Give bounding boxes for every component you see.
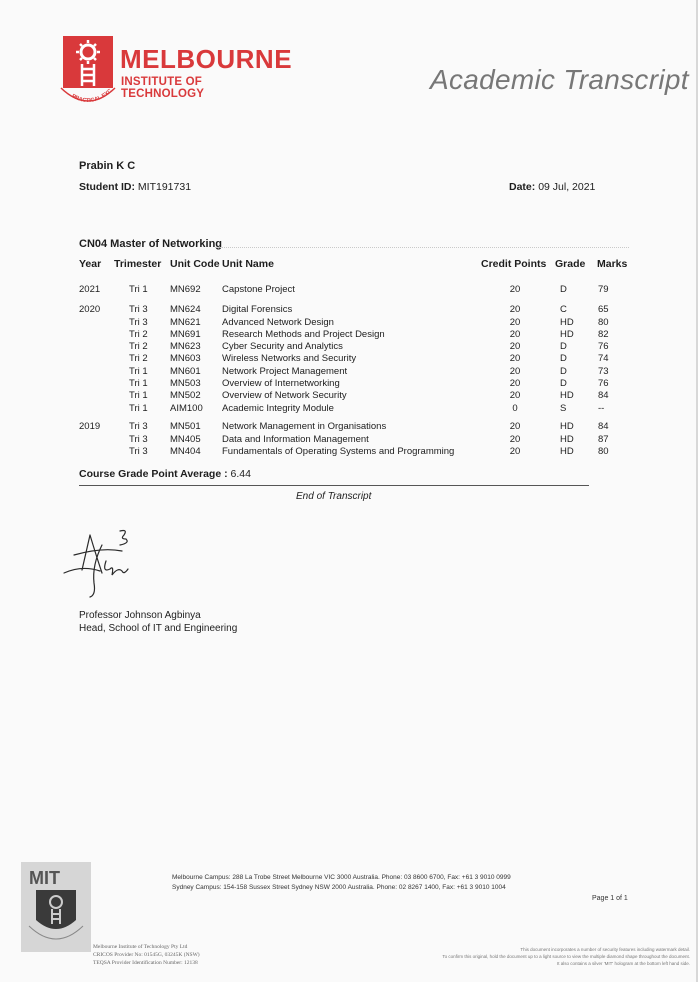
row-trimester: Tri 2: [129, 341, 148, 352]
company-line: Melbourne Institute of Technology Pty Ltd: [93, 944, 188, 950]
row-marks: 65: [598, 304, 609, 315]
campus-line: Sydney Campus: 154-158 Sussex Street Sydney NSW 2000 Australia. Phone: 02 8267 1400, Fax: +61 3 9010 1004: [172, 884, 506, 891]
row-unit-name: Research Methods and Project Design: [222, 329, 385, 340]
header-year: Year: [79, 258, 102, 270]
issue-date: [509, 181, 595, 193]
logo-name: MELBOURNE: [120, 44, 293, 74]
row-unit-name: Network Management in Organisations: [222, 421, 387, 432]
row-marks: 87: [598, 434, 609, 445]
table-row: [0, 284, 698, 296]
row-unit-name: Academic Integrity Module: [222, 403, 334, 414]
row-unit-name: Capstone Project: [222, 284, 295, 295]
table-row: [0, 390, 698, 402]
header-grade: Grade: [555, 258, 586, 270]
end-of-transcript: End of Transcript: [296, 491, 372, 502]
row-grade: HD: [560, 317, 574, 328]
row-trimester: Tri 3: [129, 434, 148, 445]
row-year: 2019: [79, 421, 101, 432]
row-marks: 80: [598, 317, 609, 328]
row-unit-code: MN601: [170, 366, 201, 377]
row-marks: 79: [598, 284, 609, 295]
row-grade: HD: [560, 446, 574, 457]
row-grade: D: [560, 366, 567, 377]
row-unit-code: MN503: [170, 378, 201, 389]
course-divider: [215, 247, 629, 248]
row-trimester: Tri 3: [129, 446, 148, 457]
table-row: [0, 304, 698, 316]
row-credit-points: 20: [509, 378, 521, 389]
row-marks: 84: [598, 390, 609, 401]
row-unit-name: Overview of Network Security: [222, 390, 347, 401]
table-row: [0, 329, 698, 341]
logo-subtitle: INSTITUTE OF TECHNOLOGY: [121, 76, 205, 100]
row-trimester: Tri 1: [129, 284, 148, 295]
row-grade: HD: [560, 421, 574, 432]
table-row: [0, 317, 698, 329]
row-credit-points: 20: [509, 353, 521, 364]
logo-motto: PRACTICAL EXC: [70, 88, 114, 105]
company-line: CRICOS Provider No: 01545G, 03245K (NSW): [93, 952, 200, 958]
row-marks: 82: [598, 329, 609, 340]
row-unit-name: Overview of Internetworking: [222, 378, 340, 389]
row-year: 2021: [79, 284, 101, 295]
row-unit-code: MN691: [170, 329, 201, 340]
row-grade: S: [560, 403, 567, 414]
row-marks: 76: [598, 378, 609, 389]
row-year: 2020: [79, 304, 101, 315]
row-credit-points: 0: [512, 403, 518, 414]
row-unit-name: Digital Forensics: [222, 304, 293, 315]
row-unit-code: MN621: [170, 317, 201, 328]
signatory-role: Head, School of IT and Engineering: [79, 623, 238, 634]
row-credit-points: 20: [509, 284, 521, 295]
row-trimester: Tri 1: [129, 390, 148, 401]
campus-addresses: [172, 873, 511, 893]
row-unit-code: MN501: [170, 421, 201, 432]
row-unit-code: MN623: [170, 341, 201, 352]
row-marks: 73: [598, 366, 609, 377]
row-trimester: Tri 3: [129, 421, 148, 432]
row-marks: 80: [598, 446, 609, 457]
row-unit-code: MN603: [170, 353, 201, 364]
table-row: [0, 353, 698, 365]
row-credit-points: 20: [509, 341, 521, 352]
gpa-value: 6.44: [230, 468, 251, 480]
security-line: To confirm this original, hold the document up to a light source to view the multiple diamond shape throughout the document.: [442, 954, 690, 959]
row-credit-points: 20: [509, 390, 521, 401]
table-row: [0, 378, 698, 390]
mit-hologram-seal: [21, 862, 91, 952]
row-grade: HD: [560, 434, 574, 445]
security-notice: [442, 946, 690, 967]
document-title: Academic Transcript: [430, 64, 689, 95]
table-row: [0, 403, 698, 415]
company-details: [93, 943, 200, 967]
row-marks: 76: [598, 341, 609, 352]
student-name: Prabin K C: [79, 160, 136, 172]
row-credit-points: 20: [509, 421, 521, 432]
student-id: [79, 181, 191, 193]
header-marks: Marks: [597, 258, 628, 270]
table-row: [0, 446, 698, 458]
table-row: [0, 421, 698, 433]
row-marks: 74: [598, 353, 609, 364]
student-id-label: Student ID:: [79, 181, 135, 193]
row-credit-points: 20: [509, 317, 521, 328]
campus-line: Melbourne Campus: 288 La Trobe Street Melbourne VIC 3000 Australia. Phone: 03 8600 6700, Fax: +61 3 9010 0999: [172, 874, 511, 881]
row-trimester: Tri 2: [129, 353, 148, 364]
row-unit-name: Data and Information Management: [222, 434, 369, 445]
row-trimester: Tri 1: [129, 403, 148, 414]
row-credit-points: 20: [509, 366, 521, 377]
row-unit-name: Wireless Networks and Security: [222, 353, 357, 364]
row-grade: D: [560, 353, 567, 364]
table-row: [0, 341, 698, 353]
row-marks: --: [598, 403, 605, 414]
row-unit-code: MN404: [170, 446, 201, 457]
row-trimester: Tri 2: [129, 329, 148, 340]
table-row: [0, 434, 698, 446]
row-unit-code: MN502: [170, 390, 201, 401]
institute-logo: [57, 34, 293, 114]
company-line: TEQSA Provider Identification Number: 12138: [93, 960, 198, 966]
row-grade: D: [560, 341, 567, 352]
row-credit-points: 20: [509, 304, 521, 315]
row-grade: D: [560, 284, 567, 295]
course-title: CN04 Master of Networking: [79, 238, 223, 250]
row-credit-points: 20: [509, 434, 521, 445]
row-unit-name: Network Project Management: [222, 366, 348, 377]
row-unit-code: MN692: [170, 284, 201, 295]
row-unit-name: Advanced Network Design: [222, 317, 334, 328]
row-unit-code: MN624: [170, 304, 201, 315]
student-id-value: MIT191731: [137, 181, 192, 193]
header-credit-points: Credit Points: [481, 258, 547, 270]
header-unit-name: Unit Name: [222, 258, 274, 270]
gpa-label: Course Grade Point Average :: [79, 468, 228, 480]
date-value: 09 Jul, 2021: [538, 181, 596, 193]
signature-image: [62, 525, 152, 605]
page-number: Page 1 of 1: [592, 895, 628, 902]
row-credit-points: 20: [509, 446, 521, 457]
seal-text: MIT: [29, 868, 60, 888]
row-unit-code: AIM100: [170, 403, 203, 414]
row-trimester: Tri 1: [129, 378, 148, 389]
row-trimester: Tri 3: [129, 317, 148, 328]
end-divider: [79, 485, 589, 486]
header-unit-code: Unit Code: [170, 258, 220, 270]
row-unit-name: Cyber Security and Analytics: [222, 341, 343, 352]
signatory-name: Professor Johnson Agbinya: [79, 610, 201, 621]
logo-crest-icon: [57, 34, 119, 114]
row-unit-name: Fundamentals of Operating Systems and Programming: [222, 446, 455, 457]
row-grade: C: [560, 304, 567, 315]
row-grade: HD: [560, 390, 574, 401]
header-trimester: Trimester: [114, 258, 162, 270]
row-marks: 84: [598, 421, 609, 432]
row-trimester: Tri 3: [129, 304, 148, 315]
row-trimester: Tri 1: [129, 366, 148, 377]
security-line: It also contains a silver 'MIT' hologram at the bottom left hand side.: [556, 961, 690, 966]
row-unit-code: MN405: [170, 434, 201, 445]
security-line: This document incorporates a number of security features including watermark detail.: [520, 947, 690, 952]
table-row: [0, 366, 698, 378]
row-credit-points: 20: [509, 329, 521, 340]
row-grade: D: [560, 378, 567, 389]
row-grade: HD: [560, 329, 574, 340]
date-label: Date:: [509, 181, 536, 193]
course-gpa: [79, 468, 251, 480]
